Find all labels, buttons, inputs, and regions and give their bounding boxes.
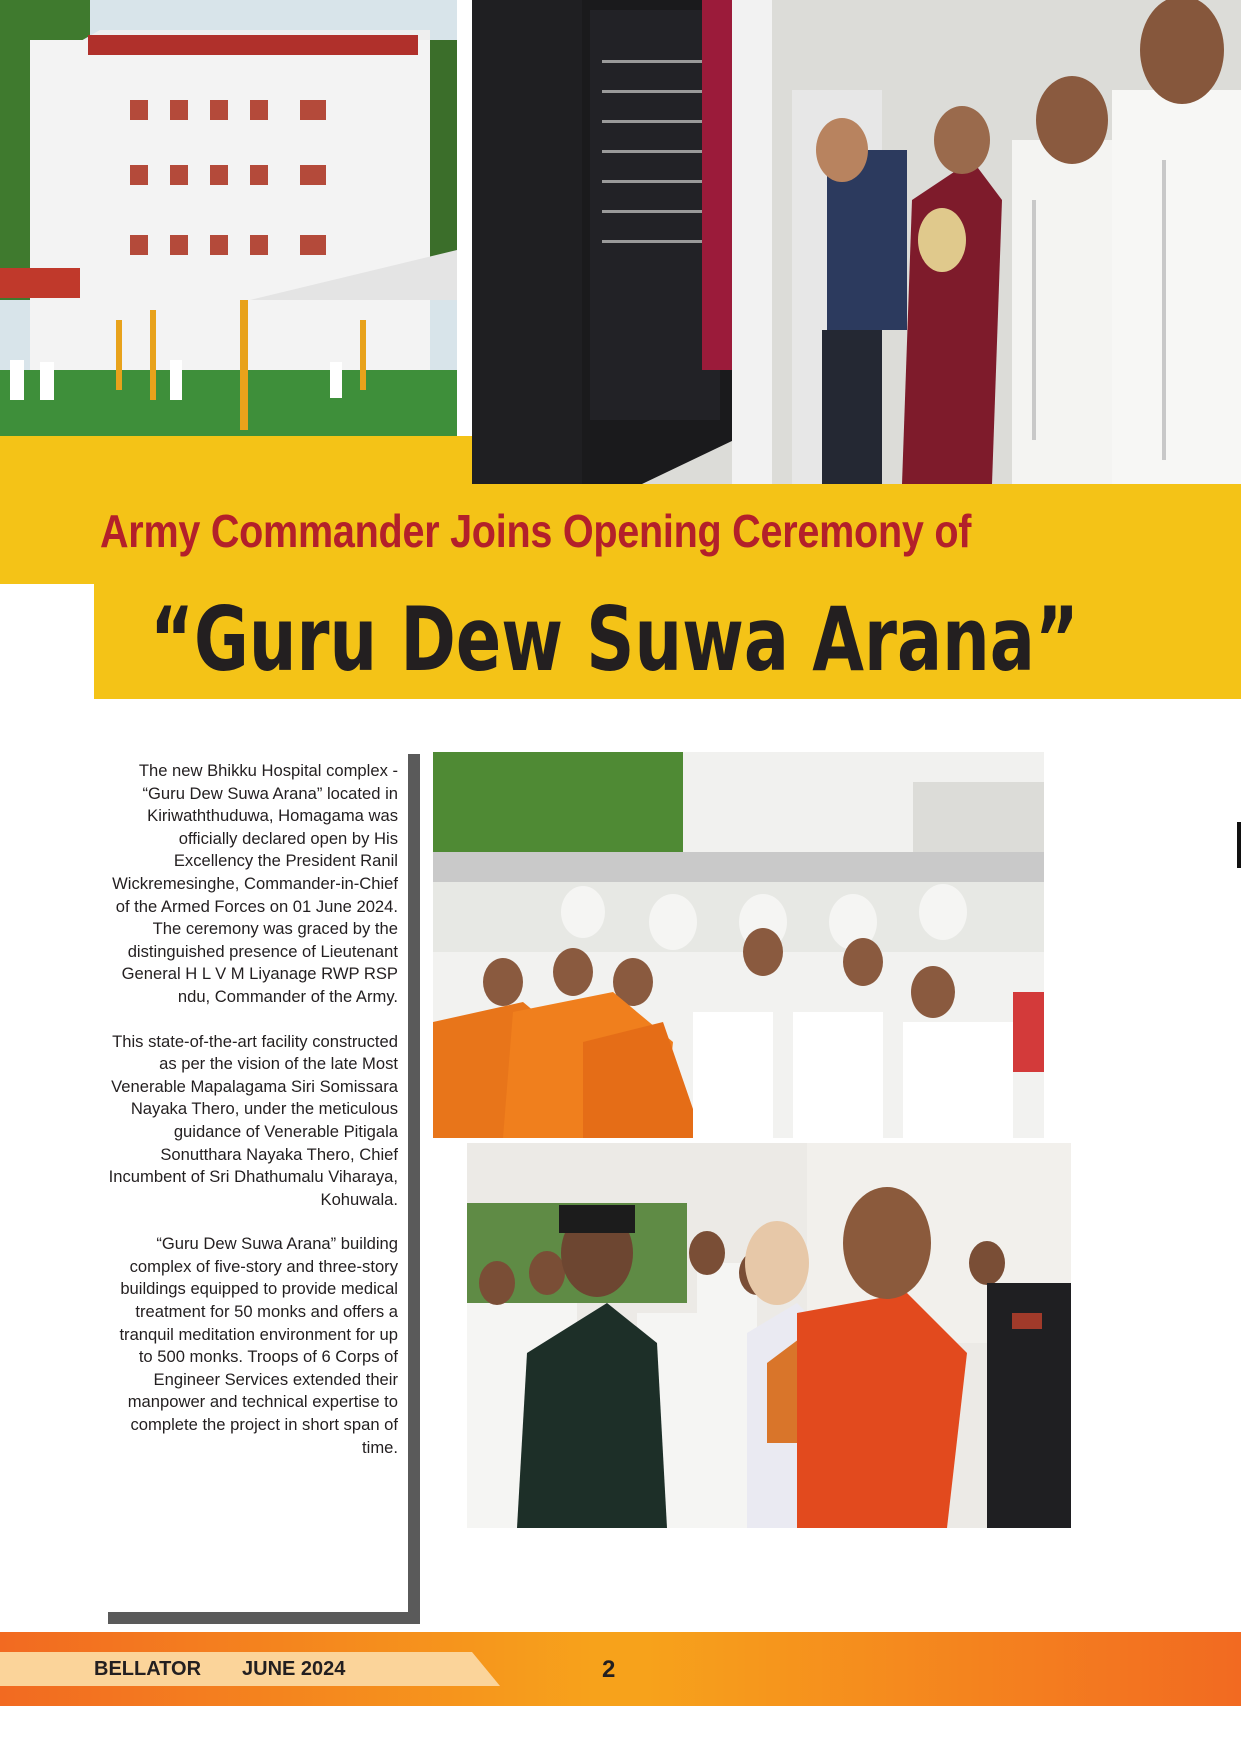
- publication-name: BELLATOR: [94, 1658, 202, 1680]
- paragraph-1: The new Bhikku Hospital complex - “Guru Dew Suwa Arana” located in Kiriwaththuduwa, Homagama was officially declared open by His Excellency the President Ranil Wickremesinghe, Commander-in-Chief of the Armed Forces on 01 June 2024. The ceremony was graced by the distinguished presence of Lieutenant General H L V M Liyanage RWP RSP ndu, Commander of the Army.: [112, 761, 398, 1006]
- paragraph-3: “Guru Dew Suwa Arana” building complex of five-story and three-story buildings equipped to provide medical treatment for 50 monks and offers a tranquil meditation environment for up to 500 monks. Troops of 6 Corps of Engineer Services extended their manpower and technical expertise to complete the project in short span of time.: [119, 1234, 398, 1457]
- article-text-box: [96, 742, 408, 1612]
- page-number: 2: [602, 1656, 616, 1683]
- paragraph-2: This state-of-the-art facility constructed as per the vision of the late Most Venerable Mapalagama Siri Somissara Nayaka Thero, under the meticulous guidance of Venerable Pitigala Sonutthara Nayaka Thero, Chief Incumbent of Sri Dhathumalu Viharaya, Kohuwala.: [108, 1031, 398, 1209]
- article-subtitle: “Guru Dew Suwa Arana”: [150, 588, 1079, 691]
- article-headline: Army Commander Joins Opening Ceremony of: [100, 505, 972, 557]
- building-photo: [0, 0, 457, 436]
- plaque-unveiling-photo: [472, 0, 1241, 484]
- article-body: [102, 760, 398, 1481]
- audience-photo: [433, 752, 1044, 1138]
- issue-date: JUNE 2024: [242, 1658, 346, 1680]
- page-edge-marker: [1237, 822, 1241, 868]
- greeting-photo: [467, 1143, 1071, 1528]
